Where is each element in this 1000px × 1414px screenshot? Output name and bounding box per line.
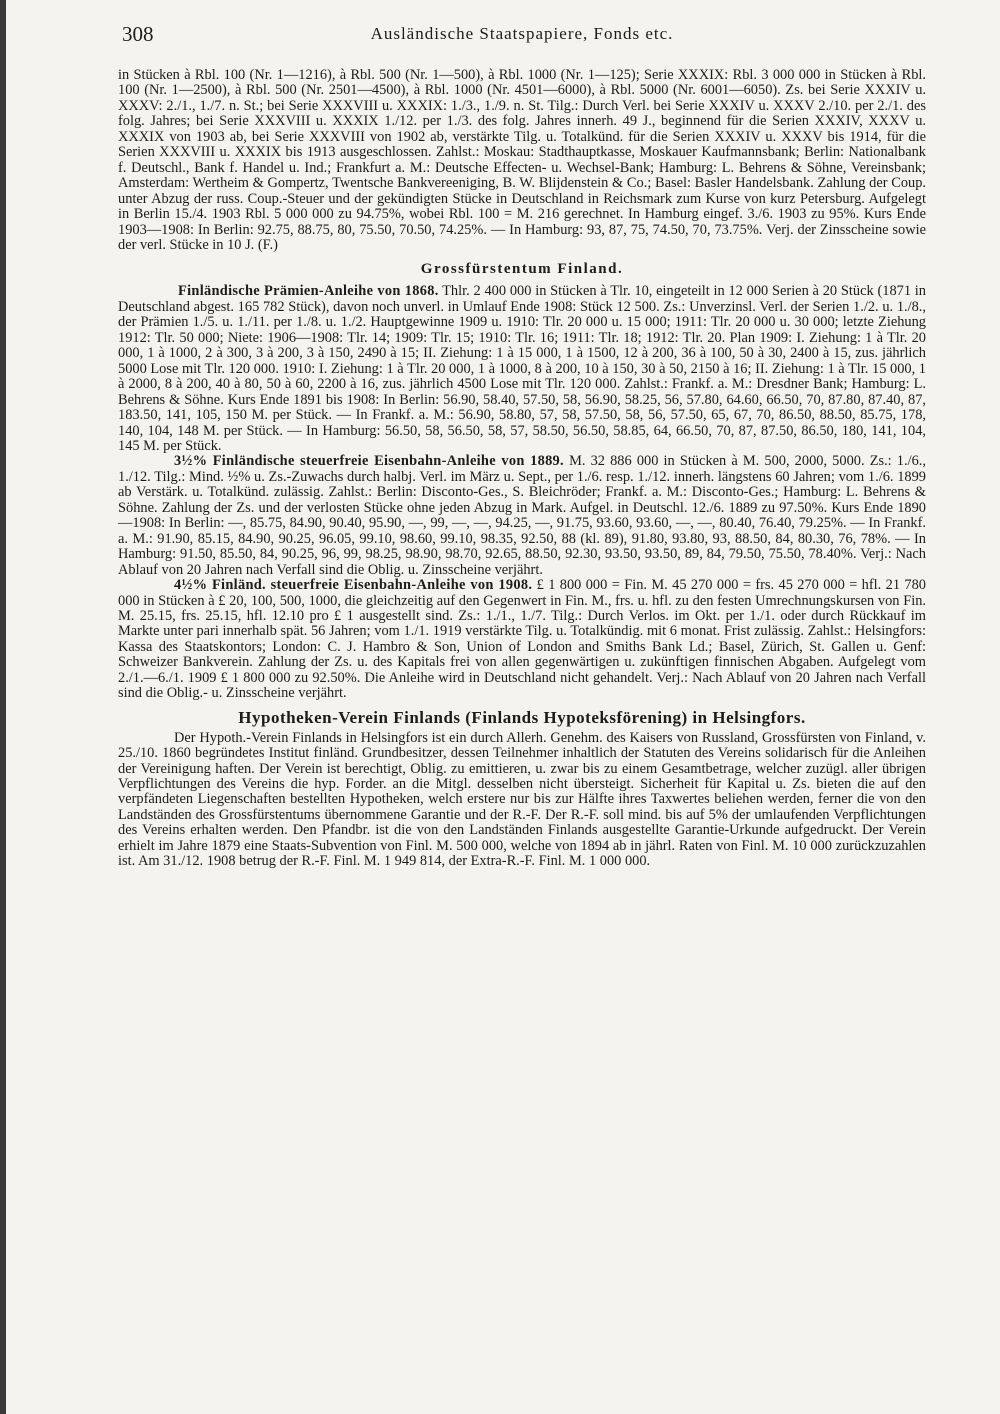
entry-eisenbahn-anleihe-1889	[118, 454, 926, 578]
text-column	[118, 68, 926, 870]
section-heading-finland: Grossfürstentum Finland.	[420, 261, 624, 278]
page-number: 308	[122, 22, 154, 46]
document-page	[118, 22, 926, 870]
entry-title: Finländische Prämien-Anleihe von 1868.	[178, 283, 439, 300]
entry-title: 4½% Finländ. steuerfreie Eisenbahn-Anleihe von 1908.	[174, 577, 533, 594]
section-heading-hypotheken-verein: Hypotheken-Verein Finlands (Finlands Hypoteksförening) in Helsingfors.	[238, 707, 806, 727]
entry-text: Thlr. 2 400 000 in Stücken à Tlr. 10, eingeteilt in 12 000 Serien à 20 Stück (1871 in Deutschland abgest. 165 782 Stück), davon noch unverl. in Umlauf Ende 1908: Stück 12 500. Zs.: Unverzinsl. Verl. der Serien 1./2. u. 1./8., der Prämien 1./5. u. 1./11. per 1./8. u. 1./2. Hauptgewinne 1909 u. 1910: Tlr. 20 000 u. 15 000; 1911: Tlr. 20 000 u. 30 000; letzte Ziehung 1912: Tlr. 50 000; Niete: 1906—1908: Tlr. 14; 1909: Tlr. 15; 1910: Tlr. 16; 1911: Tlr. 18; 1912: Tlr. 20. Plan 1909: I. Ziehung: 1 à Tlr. 20 000, 1 à 1000, 2 à 300, 3 à 200, 3 à 150, 2490 à 15; II. Ziehung: 1 à 15 000, 1 à 1500, 12 à 200, 36 à 100, 50 à 30, 2400 à 15, zus. jährlich 5000 Lose mit Tlr. 120 000. 1910: I. Ziehung: 1 à Tlr. 20 000, 1 à 1000, 8 à 200, 10 à 150, 30 à 50, 2150 à 16; II. Ziehung: 1 à Tlr. 15 000, 1 à 2000, 8 à 200, 40 à 80, 50 à 60, 2200 à 16, zus. jährlich 4500 Lose mit Tlr. 120 000. Zahlst.: Frankf. a. M.: Dresdner Bank; Hamburg: L. Behrens & Söhne. Kurs Ende 1891 bis 1908: In Berlin: 56.90, 58.40, 57.50, 58, 56.90, 58.25, 56, 57.80, 64.60, 66.50, 70, 87.80, 87.40, 87, 183.50, 141, 105, 150 M. per Stück. — In Frankf. a. M.: 56.90, 58.80, 57, 58, 57.50, 58, 56, 57.50, 65, 67, 70, 86.50, 88.50, 85.75, 178, 140, 104, 148 M. per Stück. — In Hamburg: 56.50, 58, 56.50, 58, 57, 58.50, 56.50, 58.85, 64, 66.50, 70, 87, 87.50, 86.50, 180, 141, 104, 145 M. per Stück.	[118, 283, 927, 454]
running-title: Ausländische Staatspapiere, Fonds etc.	[370, 24, 674, 43]
entry-text: M. 32 886 000 in Stücken à M. 500, 2000, 5000. Zs.: 1./6., 1./12. Tilg.: Mind. ½% u. Zs.-Zuwachs durch halbj. Verl. im März u. Sept., per 1./6. resp. 1./12. innerh. längstens 60 Jahren; vom 1./6. 1899 ab Verstärk. u. Totalkünd. zulässig. Zahlst.: Berlin: Disconto-Ges., S. Bleichröder; Frankf. a. M.: Disconto-Ges.; Hamburg: L. Behrens & Söhne. Zahlung der Zs. und der verlosten Stücke ohne jeden Abzug in Mark. Aufgel. in Deutschl. 12./6. 1889 zu 97.50%. Kurs Ende 1890—1908: In Berlin: —, 85.75, 84.90, 90.40, 95.90, —, 99, —, —, 94.25, —, 91.75, 93.60, 93.60, —, —, 80.40, 76.40, 79.25%. — In Frankf. a. M.: 91.90, 85.15, 84.90, 90.25, 96.05, 99.10, 98.60, 99.10, 98.35, 92.50, 88 (kl. 89), 91.80, 93.80, 93, 88.50, 84, 80.30, 76, 78%. — In Hamburg: 91.50, 85.50, 84, 90.25, 96, 99, 98.25, 98.90, 98.70, 92.65, 88.50, 92.30, 93.50, 93.50, 89, 84, 79.50, 75.50, 78.40%. Verj.: Nach Ablauf von 20 Jahren nach Verfall sind die Oblig. u. Zinsscheine verjährt.	[118, 453, 926, 578]
page-edge-shadow	[0, 0, 6, 1414]
hypotheken-verein-paragraph: Der Hypoth.-Verein Finlands in Helsingfors ist ein durch Allerh. Genehm. des Kaisers von Russland, Grossfürsten von Finland, v. 25./10. 1860 begründetes Institut finländ. Grundbesitzer, dessen Teilnehmer inhaltlich der Statuten des Vereins solidarisch für die Anleihen der Vereinigung haften. Der Verein ist berechtigt, Oblig. zu emittieren, u. zwar bis zu einem Gesamtbetrage, welcher zuzügl. aller übrigen Verpflichtungen des Vereins die hyp. Forder. an die Mitgl. desselben nicht übersteigt. Sicherheit für Kapital u. Zs. bieten die auf den verpfändeten Liegenschaften bestellten Hypotheken, welch erstere nur bis zur Hälfte ihres Taxwertes beliehen werden, ferner die von den Landständen des Grossfürstentums übernommene Garantie und der R.-F. Der R.-F. soll mind. bis auf 5% der umlaufenden Verpflichtungen des Vereins erhalten werden. Den Pfandbr. ist die von den Landständen Finlands ausgestellte Garantie-Urkunde aufgedruckt. Der Verein erhielt im Jahre 1879 eine Staats-Subvention von Finl. M. 500 000, welche von 1894 ab in jährl. Raten von Finl. M. 10 000 zurückzuzahlen ist. Am 31./12. 1908 betrug der R.-F. Finl. M. 1 949 814, der Extra-R.-F. Finl. M. 1 000 000.	[118, 729, 926, 870]
entry-praemien-anleihe-1868	[118, 284, 926, 454]
intro-paragraph: in Stücken à Rbl. 100 (Nr. 1—1216), à Rbl. 500 (Nr. 1—500), à Rbl. 1000 (Nr. 1—125); Serie XXXIX: Rbl. 3 000 000 in Stücken à Rbl. 100 (Nr. 1—2500), à Rbl. 500 (Nr. 2501—4500), à Rbl. 1000 (Nr. 4501—6000), à Rbl. 5000 (Nr. 6001—6050). Zs. bei Serie XXXIV u. XXXV: 2./1., 1./7. n. St.; bei Serie XXXVIII u. XXXIX: 1./3., 1./9. n. St. Tilg.: Durch Verl. bei Serie XXXIV u. XXXV 2./10. per 2./1. des folg. Jahres; bei Serie XXXVIII u. XXXIX 1./12. per 1./3. des folg. Jahres innerh. 49 J., beginnend für die Serien XXXIV, XXXV u. XXXIX von 1903 ab, bei Serie XXXVIII von 1902 ab, verstärkte Tilg. u. Totalkünd. für die Serien XXXIV u. XXXV bis 1914, für die Serien XXXVIII u. XXXIX bis 1913 ausgeschlossen. Zahlst.: Moskau: Stadthauptkasse, Moskauer Kaufmannsbank; Berlin: Nationalbank f. Deutschl., Bank f. Handel u. Ind.; Frankfurt a. M.: Deutsche Effecten- u. Wechsel-Bank; Hamburg: L. Behrens & Söhne, Vereinsbank; Amsterdam: Wertheim & Gompertz, Twentsche Bankvereeniging, B. W. Blijdenstein & Co.; Basel: Basler Handelsbank. Zahlung der Coup. unter Abzug der russ. Coup.-Steuer und der gekündigten Stücke in Deutschland in Reichsmark zum Kurse von kurz Petersburg. Aufgelegt in Berlin 15./4. 1903 Rbl. 5 000 000 zu 94.75%, wobei Rbl. 100 = M. 216 gerechnet. In Hamburg eingef. 3./6. 1903 zu 95%. Kurs Ende 1903—1908: In Berlin: 92.75, 88.75, 80, 75.50, 70.50, 74.25%. — In Hamburg: 93, 87, 75, 74.50, 70, 73.75%. Verj. der Zinsscheine sowie der verl. Stücke in 10 J. (F.)	[118, 67, 926, 253]
page-header	[118, 22, 926, 54]
entry-eisenbahn-anleihe-1908	[118, 578, 926, 702]
entry-text: £ 1 800 000 = Fin. M. 45 270 000 = frs. 45 270 000 = hfl. 21 780 000 in Stücken à £ 20, 100, 500, 1000, die gleichzeitig auf den Gegenwert in Fin. M., frs. u. hfl. zu den festen Umrechnungskursen von Fin. M. 25.15, frs. 25.15, hfl. 12.10 pro £ 1 ausgestellt sind. Zs.: 1./1., 1./7. Tilg.: Durch Verlos. im Okt. per 1./1. oder durch Rückkauf im Markte unter pari innerhalb spät. 56 Jahren; vom 1./1. 1919 verstärkte Tilg. u. Totalkündig. mit 6 monat. Frist zulässig. Zahlst.: Helsingfors: Kassa des Staatskontors; London: C. J. Hambro & Son, Union of London and Smiths Bank Ld.; Basel, Zürich, St. Gallen u. Genf: Schweizer Bankverein. Zahlung der Zs. u. des Kapitals frei von allen gegenwärtigen u. zukünftigen finnischen Abgaben. Aufgelegt vom 2./1.—6./1. 1909 £ 1 800 000 zu 92.50%. Die Anleihe wird in Deutschland nicht gehandelt. Verj.: Nach Ablauf von 20 Jahren nach Verfall sind die Oblig.- u. Zinsscheine verjährt.	[118, 577, 927, 702]
entry-title: 3½% Finländische steuerfreie Eisenbahn-Anleihe von 1889.	[174, 453, 564, 470]
